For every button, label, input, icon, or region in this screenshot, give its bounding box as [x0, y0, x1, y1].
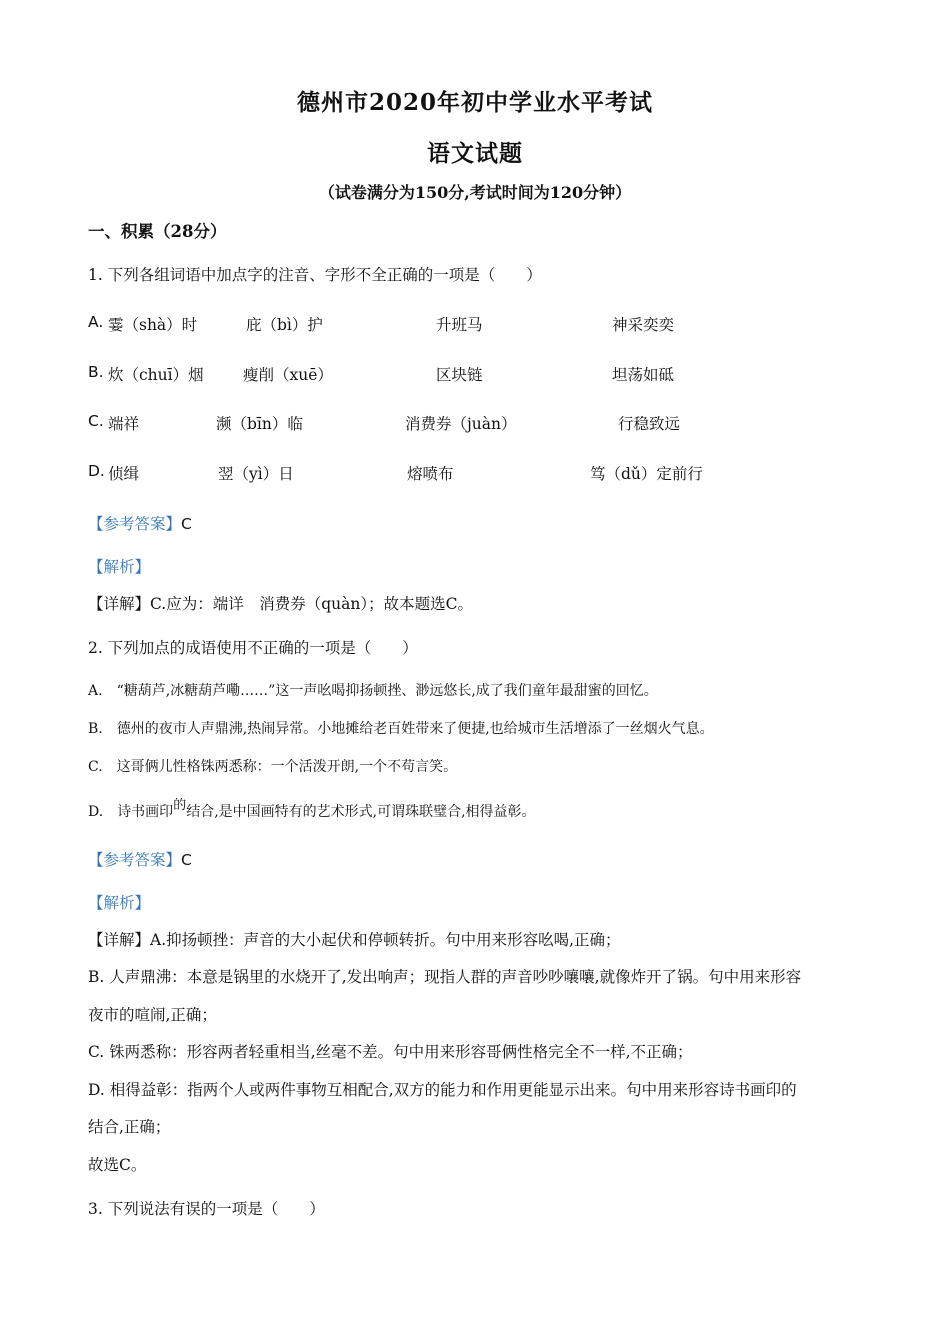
q2-detail-line-1: 【详解】A.抑扬顿挫：声音的大小起伏和停顿转折。句中用来形容吆喝,正确； — [88, 931, 621, 949]
q2-option-b — [88, 718, 714, 738]
q2-option-a — [88, 680, 658, 700]
q2-option-a-label: A. — [88, 683, 103, 699]
q1-option-c-item-4: 行稳致远 — [618, 415, 681, 433]
q2-option-b-label: B. — [88, 721, 103, 737]
q1-option-b-item-1: 炊（chuī）烟 — [108, 366, 204, 384]
q1-option-a-item-3: 升班马 — [436, 316, 483, 334]
q1-answer-value: C — [181, 515, 192, 533]
q2-detail-line-4: C. 铢两悉称：形容两者轻重相当,丝毫不差。句中用来形容哥俩性格完全不一样,不正确； — [88, 1043, 693, 1061]
q1-analysis-tag: 【解析】 — [88, 558, 151, 576]
q2-option-d — [88, 798, 536, 821]
section-heading: 一、积累（28分） — [88, 222, 227, 241]
q2-option-b-text: 德州的夜市人声鼎沸,热闹异常。小地摊给老百姓带来了便捷,也给城市生活增添了一丝烟火气息。 — [116, 721, 714, 737]
q2-detail-line-7: 故选C。 — [88, 1156, 147, 1174]
q1-answer — [88, 512, 192, 534]
q1-option-d-label: D. — [88, 462, 105, 480]
q1-option-c-item-2: 濒（bīn）临 — [216, 415, 303, 433]
q1-option-a-item-1: 霎（shà）时 — [108, 316, 198, 334]
q2-option-c-text: 这哥俩儿性格铢两悉称：一个活泼开朗,一个不苟言笑。 — [116, 759, 458, 775]
q2-answer-value: C — [181, 851, 192, 869]
q1-option-d-item-4: 笃（dǔ）定前行 — [590, 465, 703, 483]
q2-option-c-label: C. — [88, 759, 103, 775]
q2-option-a-text: “糖葫芦,冰糖葫芦嘞……”这一声吆喝抑扬顿挫、渺远悠长,成了我们童年最甜蜜的回忆。 — [116, 683, 658, 699]
q1-stem — [88, 263, 542, 285]
q2-detail-line-5: D. 相得益彰：指两个人或两件事物互相配合,双方的能力和作用更能显示出来。句中用来形容诗书画印的 — [88, 1081, 797, 1099]
q2-analysis-tag: 【解析】 — [88, 894, 151, 912]
q1-option-b-item-3: 区块链 — [436, 366, 483, 384]
q1-option-b-item-2: 瘦削（xuē） — [243, 366, 333, 384]
exam-note: （试卷满分为150分,考试时间为120分钟） — [318, 183, 632, 202]
q2-detail-line-6: 结合,正确； — [88, 1118, 171, 1136]
q1-option-c-item-1: 端祥 — [108, 415, 140, 433]
q2-option-d-sup: 的 — [173, 798, 187, 813]
q1-option-d-item-1: 侦缉 — [108, 465, 140, 483]
q2-option-d-label: D. — [88, 804, 104, 820]
q1-option-b-label: B. — [88, 363, 104, 381]
q2-option-c — [88, 756, 457, 776]
q2-answer — [88, 848, 192, 870]
q2-stem: 2. 下列加点的成语使用不正确的一项是（ ） — [88, 639, 418, 657]
q2-detail-line-2: B. 人声鼎沸：本意是锅里的水烧开了,发出响声；现指人群的声音吵吵嚷嚷,就像炸开了锅。句中用来形容 — [88, 968, 802, 986]
q1-option-d-item-3: 熔喷布 — [407, 465, 454, 483]
q2-option-d-text-a: 诗书画印 — [117, 804, 174, 820]
q1-stem-text: 1. 下列各组词语中加点字的注音、字形不全正确的一项是（ ） — [88, 266, 542, 284]
exam-title: 德州市2020年初中学业水平考试 — [296, 89, 653, 116]
q1-option-d-item-2: 翌（yì）日 — [218, 465, 294, 483]
exam-subtitle: 语文试题 — [427, 140, 523, 167]
q2-option-d-text-b: 结合,是中国画特有的艺术形式,可谓珠联璧合,相得益彰。 — [186, 804, 536, 820]
q3-stem: 3. 下列说法有误的一项是（ ） — [88, 1200, 325, 1218]
q1-option-b-item-4: 坦荡如砥 — [612, 366, 675, 384]
q2-detail-line-3: 夜市的喧闹,正确； — [88, 1006, 217, 1024]
q2-answer-tag: 【参考答案】 — [88, 851, 182, 869]
q1-answer-tag: 【参考答案】 — [88, 515, 182, 533]
q1-option-a-item-4: 神采奕奕 — [612, 316, 675, 334]
q1-option-c-label: C. — [88, 412, 104, 430]
q1-option-a-label: A. — [88, 313, 104, 331]
q1-option-a-item-2: 庇（bì）护 — [246, 316, 323, 334]
q1-option-c-item-3: 消费券（juàn） — [405, 415, 517, 433]
q1-detail: 【详解】C.应为：端详 消费券（quàn）；故本题选C。 — [88, 595, 473, 613]
